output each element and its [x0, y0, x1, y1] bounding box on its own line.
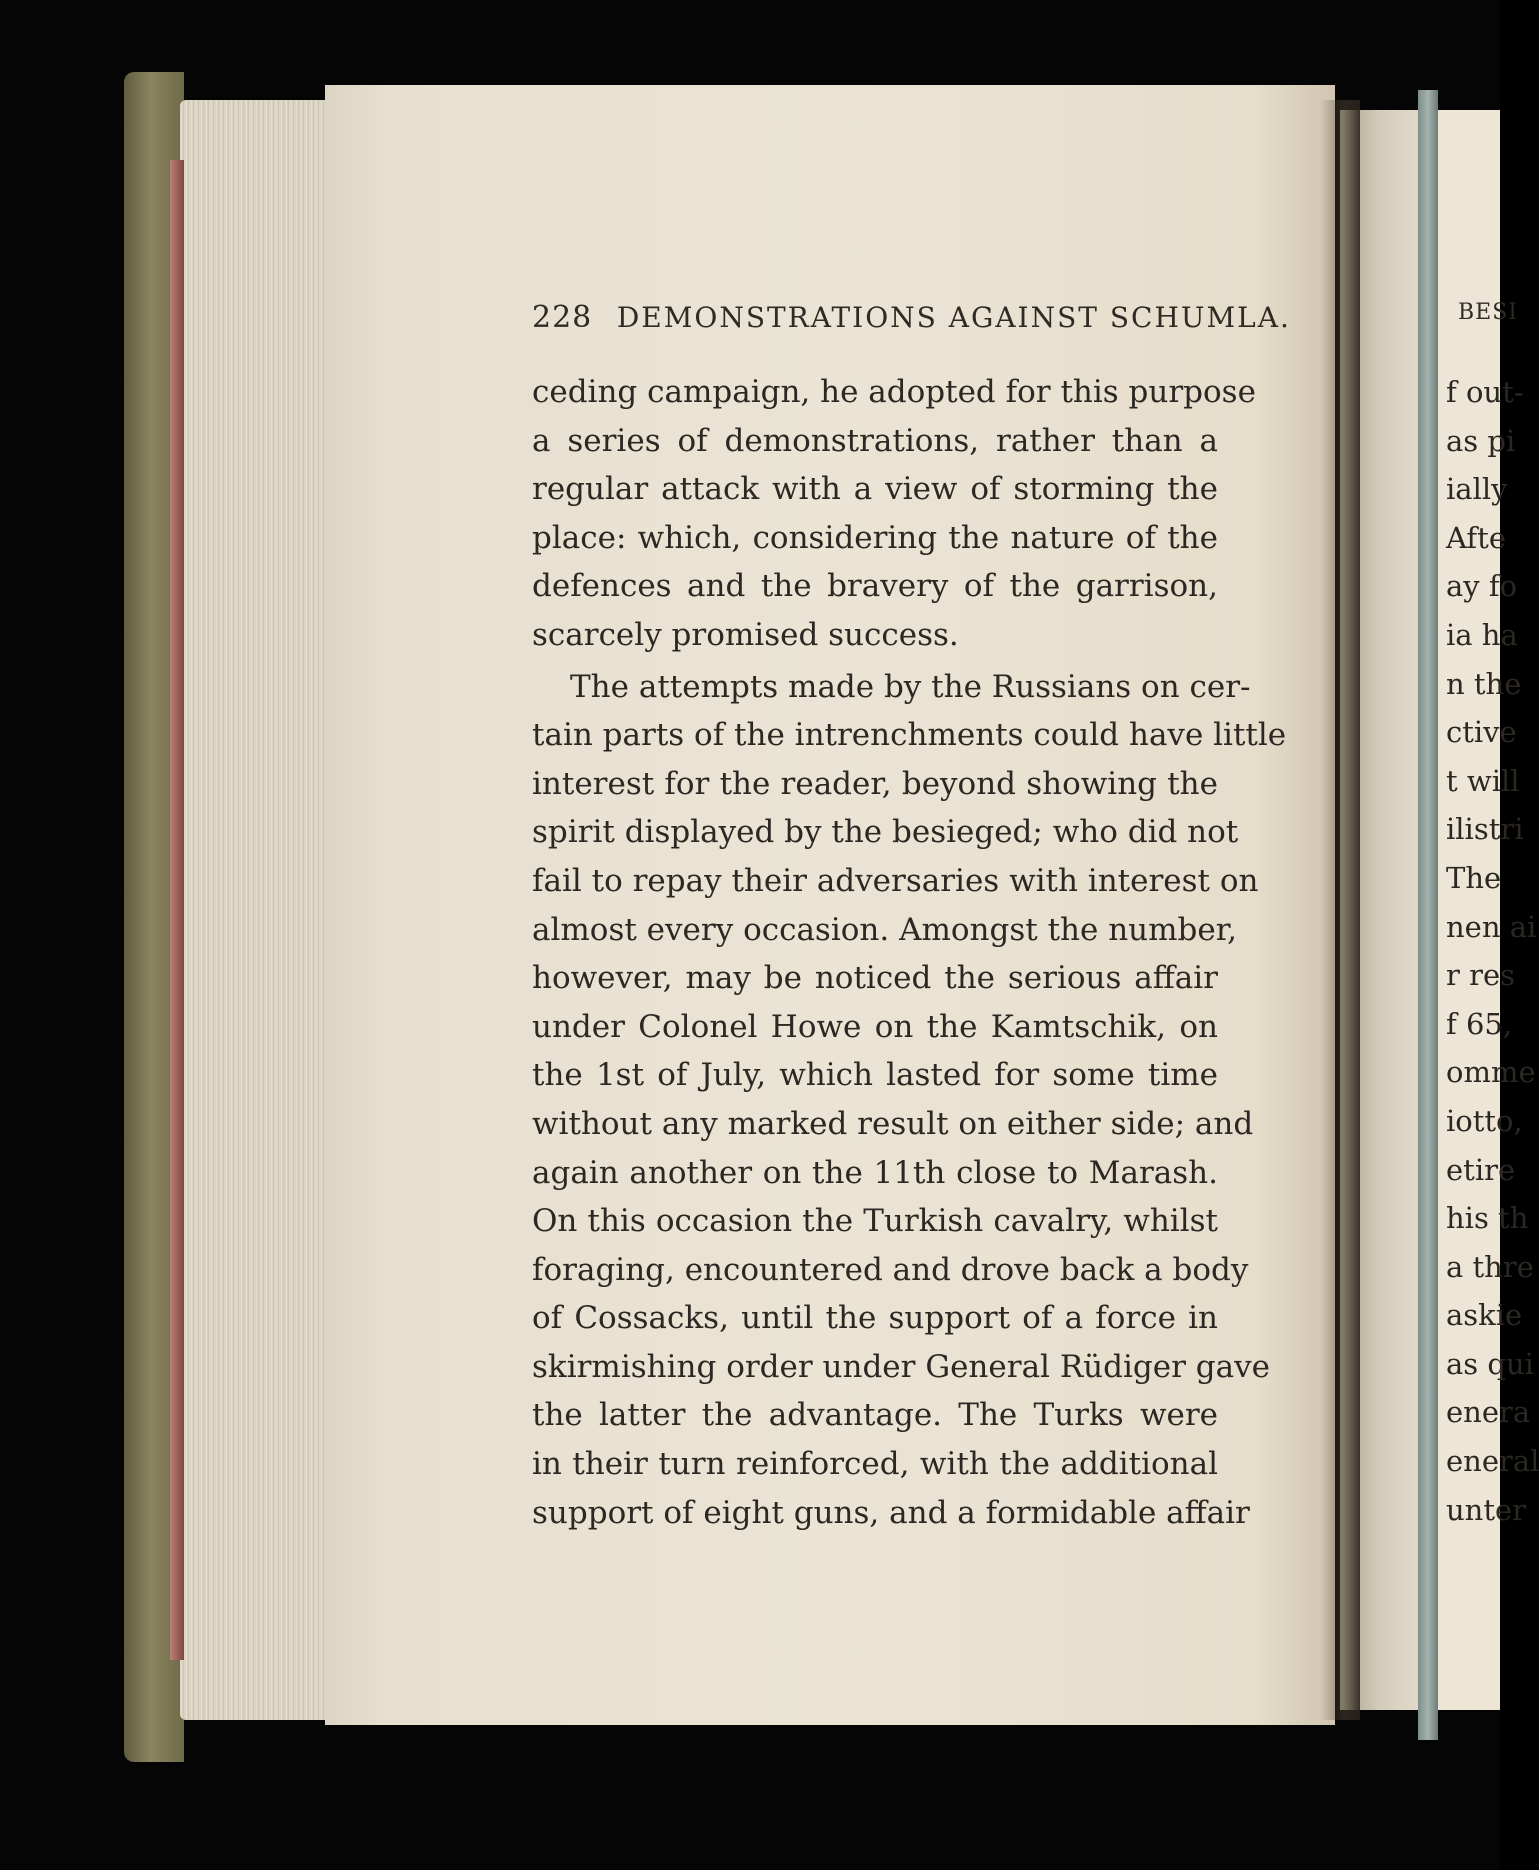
text-line: again another on the 11th close to Marash. — [532, 1154, 1218, 1191]
text-line: skirmishing order under General Rüdiger gave — [532, 1348, 1270, 1385]
right-text-fragment: unter — [1446, 1492, 1527, 1527]
text-line: On this occasion the Turkish cavalry, whilst — [532, 1203, 1218, 1240]
text-line: however, may be noticed the serious affair — [532, 960, 1218, 997]
right-text-fragment: etire — [1446, 1152, 1516, 1187]
text-line: foraging, encountered and drove back a body — [532, 1251, 1249, 1288]
right-text-fragment: Afte — [1446, 520, 1506, 555]
right-text-fragment: as qui — [1446, 1346, 1534, 1381]
text-line: spirit displayed by the besieged; who did not — [532, 814, 1239, 851]
text-line: the 1st of July, which lasted for some time — [532, 1057, 1218, 1094]
right-text-fragment: eneral — [1446, 1444, 1539, 1479]
right-text-fragment: omme — [1446, 1055, 1536, 1090]
right-text-fragment: ia ha — [1446, 617, 1518, 652]
text-line: defences and the bravery of the garrison, — [532, 568, 1218, 605]
right-text-fragment: nen ai — [1446, 909, 1537, 944]
right-text-fragment: The — [1446, 860, 1502, 895]
page-edges — [180, 100, 330, 1720]
right-text-fragment: n the — [1446, 666, 1522, 701]
text-line: in their turn reinforced, with the additional — [532, 1446, 1218, 1483]
right-page-fragments — [1446, 368, 1539, 1534]
right-text-fragment: a thre — [1446, 1249, 1534, 1284]
text-line: a series of demonstrations, rather than a — [532, 422, 1218, 459]
right-text-fragment: ilistri — [1446, 812, 1524, 847]
text-line: support of eight guns, and a formidable affair — [532, 1494, 1250, 1531]
right-page-margin-strip — [1418, 90, 1438, 1740]
text-line: almost every occasion. Amongst the number, — [532, 911, 1237, 948]
right-text-fragment: as pi — [1446, 423, 1516, 458]
text-line: the latter the advantage. The Turks were — [532, 1397, 1218, 1434]
book-gutter — [1320, 100, 1360, 1720]
running-title: DEMONSTRATIONS AGAINST SCHUMLA. — [616, 301, 1291, 334]
right-text-fragment: iotto, — [1446, 1103, 1523, 1138]
right-text-fragment: f out- — [1446, 375, 1524, 409]
body-text — [532, 368, 1287, 1537]
right-text-fragment: t will — [1446, 763, 1520, 798]
text-line: without any marked result on either side; and — [532, 1105, 1254, 1142]
cover-edge-red — [170, 160, 184, 1660]
right-text-fragment: ially — [1446, 472, 1508, 507]
text-line: The attempts made by the Russians on cer- — [570, 668, 1251, 705]
running-head — [532, 300, 1291, 335]
right-running-head: BESI — [1458, 300, 1518, 325]
text-line: interest for the reader, beyond showing the — [532, 765, 1218, 802]
right-text-fragment: f 65, — [1446, 1006, 1513, 1041]
text-line: scarcely promised success. — [532, 616, 959, 653]
text-line: of Cossacks, until the support of a force in — [532, 1300, 1218, 1337]
text-line: under Colonel Howe on the Kamtschik, on — [532, 1008, 1218, 1045]
text-line: regular attack with a view of storming the — [532, 471, 1218, 508]
text-line: place: which, considering the nature of the — [532, 519, 1218, 556]
right-text-fragment: enera — [1446, 1395, 1531, 1430]
text-line: tain parts of the intrenchments could have little — [532, 717, 1287, 754]
right-text-fragment: ay fo — [1446, 569, 1518, 604]
text-line: ceding campaign, he adopted for this purpose — [532, 374, 1256, 410]
right-text-fragment: his th — [1446, 1201, 1529, 1236]
right-text-fragment: ctive — [1446, 715, 1517, 750]
right-text-fragment: askie — [1446, 1298, 1523, 1333]
page-number: 228 — [532, 300, 593, 335]
right-text-fragment: r res — [1446, 958, 1515, 993]
text-line: fail to repay their adversaries with interest on — [532, 862, 1259, 899]
